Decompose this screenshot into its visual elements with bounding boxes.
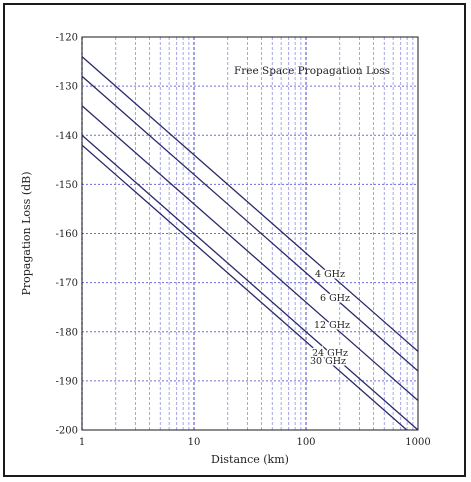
y-tick-label: -170 — [55, 278, 78, 290]
x-tick-label: 1 — [78, 437, 86, 448]
y-tick-label: -190 — [55, 376, 78, 388]
x-tick-label: 10 — [187, 437, 201, 448]
series-line — [82, 145, 418, 440]
y-tick-label: -180 — [55, 327, 78, 339]
y-tick-label: -160 — [55, 229, 78, 240]
x-tick-label: 1000 — [405, 437, 431, 448]
tick-labels — [56, 33, 431, 449]
y-tick-label: -140 — [55, 130, 78, 142]
series-line — [82, 57, 418, 352]
y-tick-label: -130 — [55, 81, 78, 93]
x-tick-label: 100 — [296, 437, 316, 448]
x-axis-title: Distance (km) — [211, 453, 289, 466]
y-axis-title: Propagation Loss (dB) — [20, 171, 33, 296]
series-lines — [82, 57, 418, 440]
series-label: 24 GHz — [312, 347, 348, 359]
series-label: 6 GHz — [320, 293, 350, 305]
series-line — [82, 76, 418, 371]
series-line — [82, 106, 418, 401]
series-label: 4 GHz — [315, 269, 345, 281]
series-label: 30 GHz — [310, 355, 346, 367]
y-tick-label: -200 — [55, 425, 78, 437]
grid-lines — [82, 37, 418, 430]
y-tick-label: -150 — [55, 179, 78, 191]
y-tick-label: -120 — [55, 32, 78, 44]
series-label: 12 GHz — [314, 320, 350, 332]
chart-title: Free Space Propagation Loss — [233, 65, 391, 77]
